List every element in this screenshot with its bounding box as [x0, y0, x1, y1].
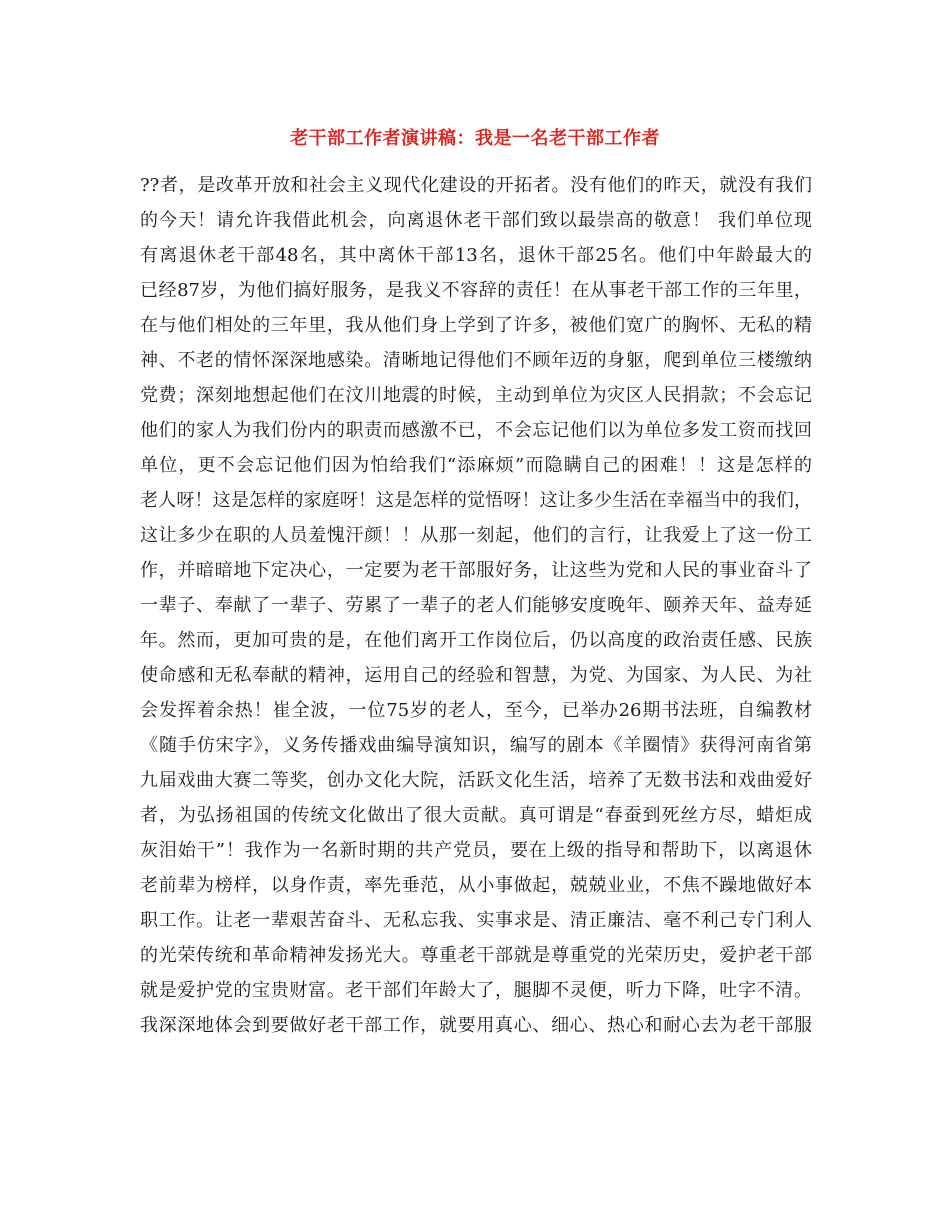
body-line: 单位，更不会忘记他们因为怕给我们“添麻烦”而隐瞒自己的困难！！这是怎样的 — [140, 455, 812, 476]
body-line: 我深深地体会到要做好老干部工作，就要用真心、细心、热心和耐心去为老干部服 — [140, 1015, 812, 1036]
body-line: 九届戏曲大赛二等奖，创办文化大院，活跃文化生活，培养了无数书法和戏曲爱好 — [140, 770, 812, 791]
body-line: 神、不老的情怀深深地感染。清晰地记得他们不顾年迈的身躯，爬到单位三楼缴纳 — [140, 350, 812, 371]
body-line: 职工作。让老一辈艰苦奋斗、无私忘我、实事求是、清正廉洁、毫不利己专门利人 — [140, 910, 812, 931]
body-line: 作，并暗暗地下定决心，一定要为老干部服好务，让这些为党和人民的事业奋斗了 — [140, 560, 812, 581]
body-line: 一辈子、奉献了一辈子、劳累了一辈子的老人们能够安度晚年、颐养天年、益寿延 — [140, 595, 812, 616]
body-line: 老人呀！这是怎样的家庭呀！这是怎样的觉悟呀！这让多少生活在幸福当中的我们， — [140, 490, 812, 511]
body-line: 他们的家人为我们份内的职责而感激不已，不会忘记他们以为单位多发工资而找回 — [140, 420, 812, 441]
body-line: ??者，是改革开放和社会主义现代化建设的开拓者。没有他们的昨天，就没有我们 — [140, 175, 812, 196]
body-line: 已经87岁，为他们搞好服务，是我义不容辞的责任！在从事老干部工作的三年里， — [140, 280, 812, 301]
body-line: 党费；深刻地想起他们在汶川地震的时候，主动到单位为灾区人民捐款；不会忘记 — [140, 385, 812, 406]
body-line: 《随手仿宋字》，义务传播戏曲编导演知识，编写的剧本《羊圈情》获得河南省第 — [140, 735, 812, 756]
document-body — [140, 168, 812, 1043]
body-line: 者，为弘扬祖国的传统文化做出了很大贡献。真可谓是“春蚕到死丝方尽，蜡炬成 — [140, 805, 812, 826]
body-line: 的今天！请允许我借此机会，向离退休老干部们致以最崇高的敬意！ 我们单位现 — [140, 210, 812, 231]
document-title: 老干部工作者演讲稿：我是一名老干部工作者 — [290, 128, 660, 149]
body-line: 灰泪始干”！我作为一名新时期的共产党员，要在上级的指导和帮助下，以离退休 — [140, 840, 812, 861]
body-line: 在与他们相处的三年里，我从他们身上学到了许多，被他们宽广的胸怀、无私的精 — [140, 315, 812, 336]
body-line: 的光荣传统和革命精神发扬光大。尊重老干部就是尊重党的光荣历史，爱护老干部 — [140, 945, 812, 966]
body-line: 使命感和无私奉献的精神，运用自己的经验和智慧，为党、为国家、为人民、为社 — [140, 665, 812, 686]
body-line: 年。然而，更加可贵的是，在他们离开工作岗位后，仍以高度的政治责任感、民族 — [140, 630, 812, 651]
body-line: 老前辈为榜样，以身作责，率先垂范，从小事做起，兢兢业业，不焦不躁地做好本 — [140, 875, 812, 896]
body-line: 有离退休老干部48名，其中离休干部13名，退休干部25名。他们中年龄最大的 — [140, 245, 812, 266]
body-line: 就是爱护党的宝贵财富。老干部们年龄大了，腿脚不灵便，听力下降，吐字不清。 — [140, 980, 812, 1001]
body-line: 会发挥着余热！崔全波，一位75岁的老人，至今，已举办26期书法班，自编教材 — [140, 700, 812, 721]
body-line: 这让多少在职的人员羞愧汗颜！！从那一刻起，他们的言行，让我爱上了这一份工 — [140, 525, 812, 546]
